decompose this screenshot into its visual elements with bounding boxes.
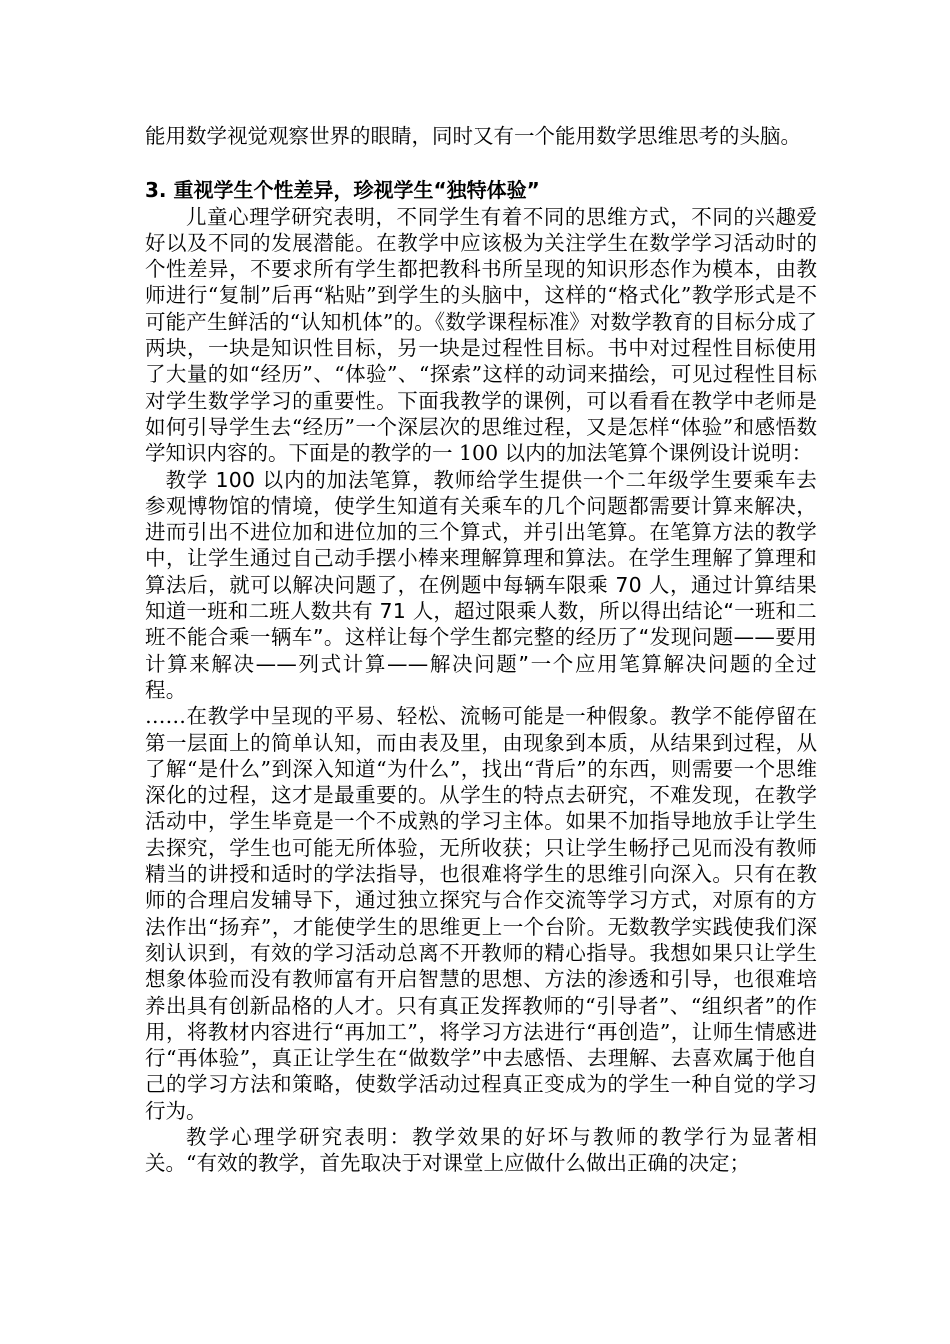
- body-paragraph-2: ……在教学中呈现的平易、轻松、流畅可能是一种假象。教学不能停留在第一层面上的简单认知，而由表及里，由现象到本质，从结果到过程，从了解“是什么”到深入知道“为什么”，找出“背后”的东西，则需要一个思维深化的过程，这才是最重要的。从学生的特点去研究，不难发现，在教学活动中，学生毕竟是一个不成熟的学习主体。如果不加指导地放手让学生去探究，学生也可能无所体验，无所收获；只让学生畅抒己见而没有教师精当的讲授和适时的学法指导，也很难将学生的思维引向深入。只有在教师的合理启发辅导下，通过独立探究与合作交流等学习方式，对原有的方法作出“扬弃”，才能使学生的思维更上一个台阶。无数教学实践使我们深刻认识到，有效的学习活动总离不开教师的精心指导。我想如果只让学生想象体验而没有教师富有开启智慧的思想、方法的渗透和引导，也很难培养出具有创新品格的人才。只有真正发挥教师的“引导者”、“组织者”的作用，将教材内容进行“再加工”，将学习方法进行“再创造”，让师生情感进行“再体验”，真正让学生在“做数学”中去感悟、去理解、去喜欢属于他自己的学习方法和策略，使数学活动过程真正变成为的学生一种自觉的学习行为。: [145, 704, 817, 1123]
- document-page: [145, 123, 817, 1177]
- continuation-paragraph: 能用数学视觉观察世界的眼睛，同时又有一个能用数学思维思考的头脑。: [145, 124, 801, 148]
- body-paragraph-3: 教学心理学研究表明：教学效果的好坏与教师的教学行为显著相关。“有效的教学，首先取决于对课堂上应做什么做出正确的决定；: [145, 1124, 817, 1176]
- body-paragraph-1: 儿童心理学研究表明，不同学生有着不同的思维方式，不同的兴趣爱好以及不同的发展潜能。在教学中应该极为关注学生在数学学习活动时的个性差异，不要求所有学生都把教科书所呈现的知识形态作为模本，由教师进行“复制”后再“粘贴”到学生的头脑中，这样的“格式化”教学形式是不可能产生鲜活的“认知机体”的。《数学课程标准》对数学教育的目标分成了两块，一块是知识性目标，另一块是过程性目标。书中对过程性目标使用了大量的如“经历”、“体验”、“探索”这样的动词来描绘，可见过程性目标对学生数学学习的重要性。下面我教学的课例，可以看看在教学中老师是如何引导学生去“经历”一个深层次的思维过程，又是怎样“体验”和感悟数学知识内容的。下面是的教学的一 100 以内的加法笔算个课例设计说明：: [145, 204, 817, 466]
- section-heading: 3. 重视学生个性差异，珍视学生“独特体验”: [145, 178, 540, 203]
- case-example-paragraph: 教学 100 以内的加法笔算，教师给学生提供一个二年级学生要乘车去参观博物馆的情境，使学生知道有关乘车的几个问题都需要计算来解决，进而引出不进位加和进位加的三个算式，并引出笔算。在笔算方法的教学中，让学生通过自己动手摆小棒来理解算理和算法。在学生理解了算理和算法后，就可以解决问题了，在例题中每辆车限乘 70 人，通过计算结果知道一班和二班人数共有 71 人，超过限乘人数，所以得出结论“一班和二班不能合乘一辆车”。这样让每个学生都完整的经历了“发现问题——要用计算来解决——列式计算——解决问题”一个应用笔算解决问题的全过程。: [145, 467, 817, 702]
